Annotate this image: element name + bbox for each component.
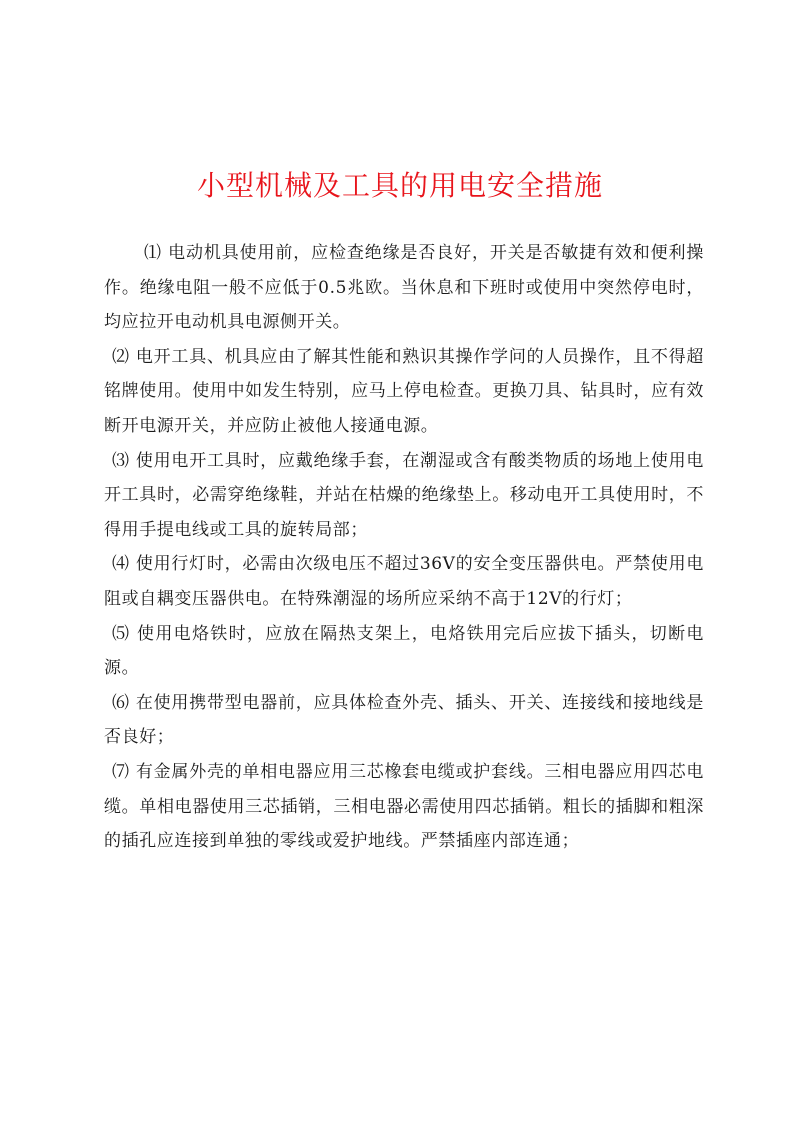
paragraph-2: ⑵ 电开工具、机具应由了解其性能和熟识其操作学问的人员操作，且不得超铭牌使用。使用中如发生特别，应马上停电检查。更换刀具、钻具时，应有效断开电源开关，并应防止被他人接通电源。 [104,346,704,436]
paragraph-3: ⑶ 使用电开工具时，应戴绝缘手套，在潮湿或含有酸类物质的场地上使用电开工具时，必需穿绝缘鞋，并站在枯燥的绝缘垫上。移动电开工具使用时，不得用手提电线或工具的旋转局部； [104,450,704,540]
paragraph-5: ⑸ 使用电烙铁时，应放在隔热支架上，电烙铁用完后应拔下插头，切断电源。 [104,623,704,679]
document-title: 小型机械及工具的用电安全措施 [196,169,603,202]
paragraph-7: ⑺ 有金属外壳的单相电器应用三芯橡套电缆或护套线。三相电器应用四芯电缆。单相电器使用三芯插销，三相电器必需使用四芯插销。粗长的插脚和粗深的插孔应连接到单独的零线或爱护地线。严禁插座内部连通； [104,761,704,852]
paragraph-6: ⑹ 在使用携带型电器前，应具体检查外壳、插头、开关、连接线和接地线是否良好； [104,692,704,748]
paragraph-1: ⑴ 电动机具使用前，应检查绝缘是否良好，开关是否敏捷有效和便利操作。绝缘电阻一般不应低于0.5兆欧。当休息和下班时或使用中突然停电时，均应拉开电动机具电源侧开关。 [104,243,704,333]
document-body [104,236,704,859]
paragraph-4: ⑷ 使用行灯时，必需由次级电压不超过36V的安全变压器供电。严禁使用电阻或自耦变压器供电。在特殊潮湿的场所应采纳不高于12V的行灯； [104,554,704,609]
